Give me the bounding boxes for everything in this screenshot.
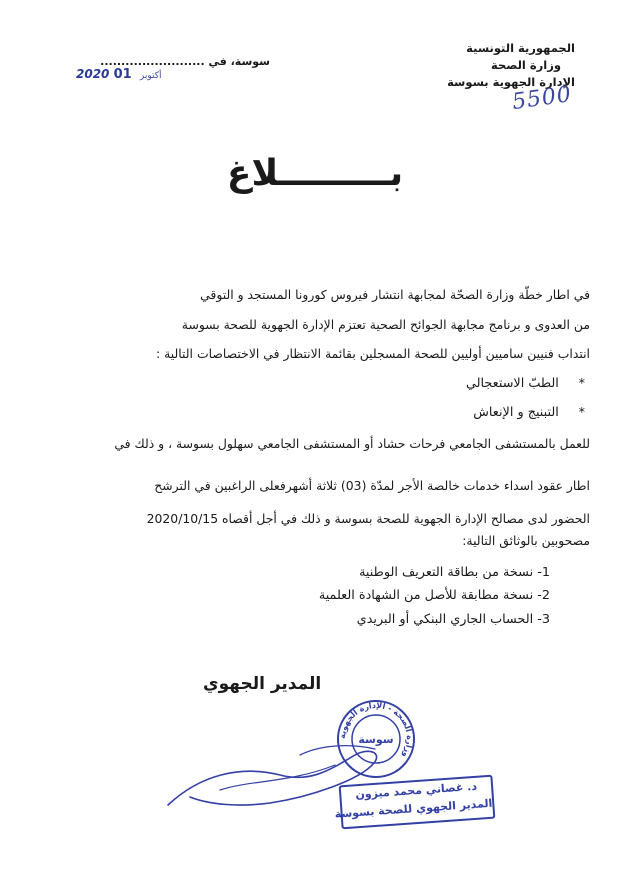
bullet-icon: * xyxy=(578,376,585,391)
stamp-name: د. غصاني محمد ميزون xyxy=(354,779,478,802)
directorate-name: الإدارة الجهوية بسوسة xyxy=(447,75,575,89)
document-item: 1- نسخة من بطاقة التعريف الوطنية xyxy=(359,565,550,580)
body-line: مصحوبين بالوثائق التالية: xyxy=(462,533,590,548)
body-line: اطار عقود اسداء خدمات خالصة الأجر لمدّة (03) ثلاثة أشهرفعلى الراغبين في الترشح xyxy=(154,478,590,493)
director-title: المدير الجهوي xyxy=(203,674,322,694)
round-stamp-center: سوسة xyxy=(358,733,394,746)
body-line: من العدوى و برنامج مجابهة الجوائح الصحية تعتزم الإدارة الجهوية للصحة بسوسة xyxy=(181,317,590,332)
date-month: أكتوبر xyxy=(139,71,162,81)
specialty-label: الطبّ الاستعجالي xyxy=(465,376,559,391)
body-line: انتداب فنيين ساميين أوليين للصحة المسجلين بقائمة الانتظار في الاختصاصات التالية : xyxy=(156,346,590,361)
stamp-role: المدير الجهوي للصحة بسوسة xyxy=(334,796,493,821)
date-stamp xyxy=(76,67,166,82)
specialty-label: التبنيج و الإنعاش xyxy=(473,405,559,420)
page-title: بـــــــــلاغ xyxy=(226,153,404,194)
date-year: 2020 xyxy=(76,67,110,81)
specialty-item xyxy=(466,376,585,391)
bullet-icon: * xyxy=(578,405,585,420)
reference-number: 5500 xyxy=(510,81,574,116)
document-item: 3- الحساب الجاري البنكي أو البريدي xyxy=(356,612,550,627)
handwritten-signature xyxy=(160,735,390,825)
ministry-name: وزارة الصحة xyxy=(491,58,561,72)
place-label: سوسة، في ......................... xyxy=(100,55,270,68)
body-line: للعمل بالمستشفى الجامعي فرحات حشاد أو المستشفى الجامعي سهلول بسوسة ، و ذلك في xyxy=(114,436,590,451)
specialty-item xyxy=(473,405,585,420)
letterhead xyxy=(405,40,575,91)
country-name: الجمهورية التونسية xyxy=(466,41,575,55)
document-item: 2- نسخة مطابقة للأصل من الشهادة العلمية xyxy=(318,588,550,603)
date-day: 01 xyxy=(113,67,132,82)
body-line: الحضور لدى مصالح الإدارة الجهوية للصحة بسوسة و ذلك في أجل أقصاه 2020/10/15 xyxy=(146,511,590,526)
round-stamp-text: وزارة الصحة - الإدارة الجهوية xyxy=(337,700,415,760)
body-line: في اطار خطّة وزارة الصحّة لمجابهة انتشار فيروس كورونا المستجد و التوقي xyxy=(200,287,590,302)
